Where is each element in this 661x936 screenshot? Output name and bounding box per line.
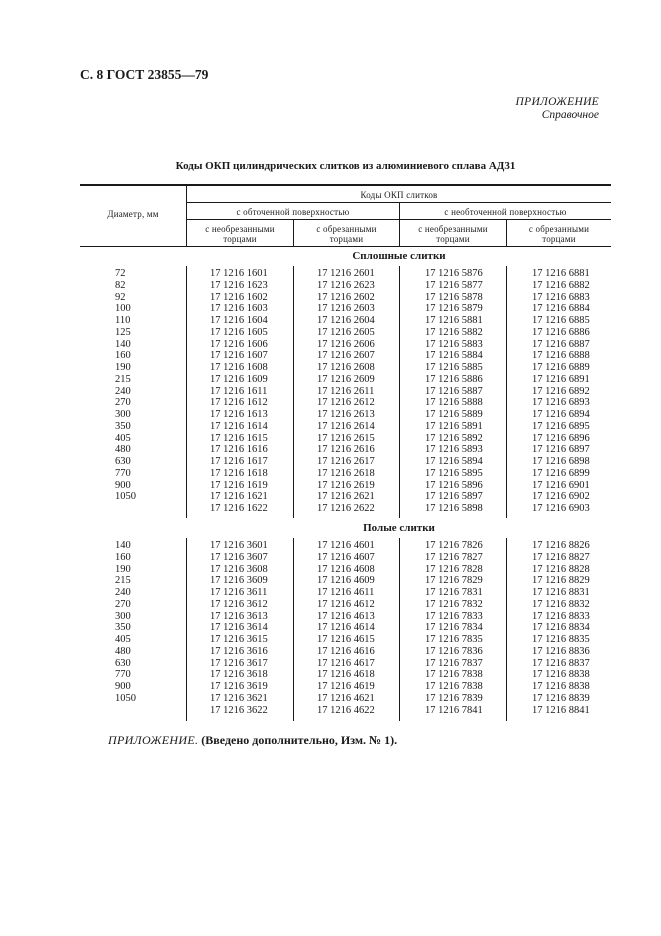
diameter-cell: 300 — [115, 409, 131, 420]
code-cell: 17 1216 5897 — [425, 491, 483, 503]
code-cell: 17 1216 1608 — [210, 362, 268, 373]
diameter-cell: 100 — [115, 303, 131, 315]
appendix-subtitle: Справочное — [541, 109, 599, 121]
code-cell: 17 1216 7826 — [425, 540, 483, 551]
code-cell: 17 1216 7835 — [425, 634, 483, 645]
code-cell: 17 1216 1605 — [210, 326, 268, 338]
code-cell: 17 1216 1607 — [210, 350, 268, 362]
code-cell: 17 1216 7838 — [425, 669, 483, 681]
sub-label-line2: торцами — [329, 234, 364, 244]
section-title-hollow: Полые слитки — [363, 522, 435, 534]
code-cell: 17 1216 8826 — [532, 540, 590, 551]
code-cell: 17 1216 2601 — [317, 268, 375, 279]
code-cell: 17 1216 8835 — [532, 634, 590, 645]
code-cell: 17 1216 2616 — [317, 444, 375, 456]
code-cell: 17 1216 3617 — [210, 657, 268, 669]
diameter-cell: 270 — [115, 397, 131, 409]
code-cell: 17 1216 5889 — [425, 409, 483, 420]
header-sub-cut-unmachined — [507, 224, 611, 244]
solid-diameter-column — [115, 268, 136, 503]
page-header: С. 8 ГОСТ 23855—79 — [80, 67, 209, 82]
code-cell: 17 1216 5878 — [425, 291, 483, 303]
diameter-cell: 350 — [115, 622, 131, 634]
code-cell: 17 1216 6883 — [532, 291, 590, 303]
code-cell: 17 1216 5898 — [425, 503, 483, 514]
code-cell: 17 1216 2615 — [317, 432, 375, 444]
code-cell: 17 1216 2609 — [317, 373, 375, 385]
diameter-cell: 900 — [115, 479, 131, 491]
code-cell: 17 1216 8834 — [532, 622, 590, 634]
code-cell: 17 1216 3612 — [210, 598, 268, 610]
code-cell: 17 1216 5892 — [425, 432, 483, 444]
code-cell: 17 1216 6885 — [532, 315, 590, 326]
code-cell: 17 1216 6902 — [532, 491, 590, 503]
code-cell: 17 1216 5881 — [425, 315, 483, 326]
header-sub-cut-machined — [294, 224, 399, 244]
header-sub-uncut-machined — [187, 224, 293, 244]
code-cell: 17 1216 5888 — [425, 397, 483, 409]
code-cell: 17 1216 5886 — [425, 373, 483, 385]
code-cell: 17 1216 7836 — [425, 645, 483, 657]
code-cell: 17 1216 4613 — [317, 610, 375, 622]
code-cell: 17 1216 1603 — [210, 303, 268, 315]
solid-code-column-2 — [317, 268, 375, 515]
code-cell: 17 1216 4621 — [317, 692, 375, 704]
diameter-cell: 110 — [115, 315, 131, 326]
code-cell: 17 1216 5876 — [425, 268, 483, 279]
code-cell: 17 1216 1622 — [210, 503, 268, 514]
code-cell: 17 1216 1604 — [210, 315, 268, 326]
code-cell: 17 1216 1618 — [210, 467, 268, 479]
code-cell: 17 1216 4611 — [317, 587, 375, 598]
code-cell: 17 1216 6896 — [532, 432, 590, 444]
code-cell: 17 1216 1613 — [210, 409, 268, 420]
code-cell: 17 1216 2602 — [317, 291, 375, 303]
diameter-cell: 215 — [115, 575, 131, 587]
code-cell: 17 1216 2612 — [317, 397, 375, 409]
code-cell: 17 1216 7837 — [425, 657, 483, 669]
header-hline-groups — [187, 219, 611, 220]
diameter-cell: 240 — [115, 587, 131, 598]
code-cell: 17 1216 1612 — [210, 397, 268, 409]
code-cell: 17 1216 1611 — [210, 385, 268, 397]
footer-note-bold: (Введено дополнительно, Изм. № 1). — [198, 733, 398, 747]
header-bottom-rule — [80, 246, 611, 247]
code-cell: 17 1216 3618 — [210, 669, 268, 681]
code-cell: 17 1216 7827 — [425, 551, 483, 563]
diameter-cell: 405 — [115, 634, 131, 645]
code-cell: 17 1216 5894 — [425, 456, 483, 467]
code-cell: 17 1216 2611 — [317, 385, 375, 397]
diameter-cell: 140 — [115, 540, 131, 551]
code-cell: 17 1216 7828 — [425, 563, 483, 575]
sub-label-line2: торцами — [223, 234, 257, 244]
code-cell: 17 1216 6889 — [532, 362, 590, 373]
code-cell: 17 1216 7829 — [425, 575, 483, 587]
code-cell: 17 1216 4609 — [317, 575, 375, 587]
sub-label-line1: с необрезанными — [205, 224, 275, 234]
code-cell: 17 1216 4619 — [317, 681, 375, 692]
code-cell: 17 1216 2613 — [317, 409, 375, 420]
code-cell: 17 1216 2608 — [317, 362, 375, 373]
code-cell: 17 1216 7832 — [425, 598, 483, 610]
code-cell: 17 1216 2622 — [317, 503, 375, 514]
diameter-cell: 190 — [115, 362, 131, 373]
code-cell: 17 1216 7841 — [425, 704, 483, 716]
diameter-cell: 270 — [115, 598, 131, 610]
header-group-machined: с обточенной поверхностью — [236, 207, 350, 217]
hollow-code-column-3 — [425, 540, 483, 716]
sub-label-line1: с обрезанными — [316, 224, 377, 234]
code-cell: 17 1216 3621 — [210, 692, 268, 704]
code-cell: 17 1216 5891 — [425, 420, 483, 432]
footer-note-italic: ПРИЛОЖЕНИЕ. — [108, 733, 199, 747]
code-cell: 17 1216 3619 — [210, 681, 268, 692]
code-cell: 17 1216 6895 — [532, 420, 590, 432]
code-cell: 17 1216 6881 — [532, 268, 590, 279]
diameter-cell: 72 — [115, 268, 126, 279]
diameter-cell: 92 — [115, 291, 126, 303]
code-cell: 17 1216 4616 — [317, 645, 375, 657]
hollow-diameter-column — [115, 540, 136, 705]
code-cell: 17 1216 6887 — [532, 338, 590, 350]
diameter-cell: 190 — [115, 563, 131, 575]
code-cell: 17 1216 6886 — [532, 326, 590, 338]
code-cell: 17 1216 6893 — [532, 397, 590, 409]
diameter-cell: 140 — [115, 338, 131, 350]
code-cell: 17 1216 6891 — [532, 373, 590, 385]
column-separator — [293, 538, 294, 721]
column-separator — [399, 266, 400, 518]
code-cell: 17 1216 7839 — [425, 692, 483, 704]
code-cell: 17 1216 4612 — [317, 598, 375, 610]
code-cell: 17 1216 8837 — [532, 657, 590, 669]
code-cell: 17 1216 8838 — [532, 669, 590, 681]
code-cell: 17 1216 8828 — [532, 563, 590, 575]
code-cell: 17 1216 4622 — [317, 704, 375, 716]
code-cell: 17 1216 8841 — [532, 704, 590, 716]
diameter-cell: 630 — [115, 456, 131, 467]
hollow-code-column-4 — [532, 540, 590, 716]
code-cell: 17 1216 1621 — [210, 491, 268, 503]
solid-code-column-4 — [532, 268, 590, 515]
code-cell: 17 1216 8836 — [532, 645, 590, 657]
sub-label-line2: торцами — [542, 234, 576, 244]
code-cell: 17 1216 4614 — [317, 622, 375, 634]
column-separator — [399, 538, 400, 721]
code-cell: 17 1216 5887 — [425, 385, 483, 397]
code-cell: 17 1216 2603 — [317, 303, 375, 315]
hollow-code-column-2 — [317, 540, 375, 716]
diameter-cell: 160 — [115, 551, 131, 563]
code-cell: 17 1216 2623 — [317, 279, 375, 291]
code-cell: 17 1216 3622 — [210, 704, 268, 716]
diameter-cell: 240 — [115, 385, 131, 397]
diameter-cell: 215 — [115, 373, 131, 385]
column-separator — [186, 538, 187, 721]
code-cell: 17 1216 5884 — [425, 350, 483, 362]
diameter-cell: 770 — [115, 669, 131, 681]
sub-label-line1: с обрезанными — [528, 224, 590, 234]
code-cell: 17 1216 3614 — [210, 622, 268, 634]
code-cell: 17 1216 8827 — [532, 551, 590, 563]
section-title-solid: Сплошные слитки — [352, 250, 446, 262]
diameter-cell: 480 — [115, 645, 131, 657]
code-cell: 17 1216 2619 — [317, 479, 375, 491]
diameter-cell: 82 — [115, 279, 126, 291]
code-cell: 17 1216 6892 — [532, 385, 590, 397]
appendix-title: ПРИЛОЖЕНИЕ — [515, 96, 599, 108]
diameter-cell: 405 — [115, 432, 131, 444]
sub-label-line1: с необрезанными — [418, 224, 488, 234]
code-cell: 17 1216 5877 — [425, 279, 483, 291]
code-cell: 17 1216 6888 — [532, 350, 590, 362]
column-separator — [186, 266, 187, 518]
diameter-cell: 770 — [115, 467, 131, 479]
code-cell: 17 1216 5893 — [425, 444, 483, 456]
code-cell: 17 1216 4618 — [317, 669, 375, 681]
code-cell: 17 1216 2617 — [317, 456, 375, 467]
hollow-code-column-1 — [210, 540, 268, 716]
code-cell: 17 1216 1601 — [210, 268, 268, 279]
code-cell: 17 1216 6901 — [532, 479, 590, 491]
column-separator — [293, 266, 294, 518]
code-cell: 17 1216 6899 — [532, 467, 590, 479]
code-cell: 17 1216 5885 — [425, 362, 483, 373]
code-cell: 17 1216 4608 — [317, 563, 375, 575]
diameter-cell: 630 — [115, 657, 131, 669]
header-codes: Коды ОКП слитков — [360, 190, 438, 200]
code-cell: 17 1216 2604 — [317, 315, 375, 326]
diameter-cell: 300 — [115, 610, 131, 622]
code-cell: 17 1216 7834 — [425, 622, 483, 634]
code-cell: 17 1216 7838 — [425, 681, 483, 692]
header-sub-uncut-unmachined — [400, 224, 506, 244]
code-cell: 17 1216 5883 — [425, 338, 483, 350]
code-cell: 17 1216 1617 — [210, 456, 268, 467]
code-cell: 17 1216 3607 — [210, 551, 268, 563]
code-cell: 17 1216 3613 — [210, 610, 268, 622]
code-cell: 17 1216 3608 — [210, 563, 268, 575]
code-cell: 17 1216 6884 — [532, 303, 590, 315]
code-cell: 17 1216 3616 — [210, 645, 268, 657]
code-cell: 17 1216 3601 — [210, 540, 268, 551]
column-separator — [506, 538, 507, 721]
diameter-cell: 125 — [115, 326, 131, 338]
code-cell: 17 1216 8833 — [532, 610, 590, 622]
code-cell: 17 1216 2605 — [317, 326, 375, 338]
code-cell: 17 1216 8829 — [532, 575, 590, 587]
code-cell: 17 1216 3611 — [210, 587, 268, 598]
diameter-cell: 1050 — [115, 692, 136, 704]
code-cell: 17 1216 6898 — [532, 456, 590, 467]
header-group-unmachined: с необточенной поверхностью — [444, 207, 567, 217]
code-cell: 17 1216 1615 — [210, 432, 268, 444]
diameter-cell: 350 — [115, 420, 131, 432]
code-cell: 17 1216 5896 — [425, 479, 483, 491]
code-cell: 17 1216 1606 — [210, 338, 268, 350]
code-cell: 17 1216 5879 — [425, 303, 483, 315]
table-top-rule — [80, 184, 611, 186]
solid-code-column-1 — [210, 268, 268, 515]
code-cell: 17 1216 3615 — [210, 634, 268, 645]
code-cell: 17 1216 3609 — [210, 575, 268, 587]
code-cell: 17 1216 8839 — [532, 692, 590, 704]
code-cell: 17 1216 2614 — [317, 420, 375, 432]
code-cell: 17 1216 2607 — [317, 350, 375, 362]
code-cell: 17 1216 4607 — [317, 551, 375, 563]
diameter-cell: 480 — [115, 444, 131, 456]
code-cell: 17 1216 5882 — [425, 326, 483, 338]
code-cell: 17 1216 8832 — [532, 598, 590, 610]
sub-label-line2: торцами — [436, 234, 470, 244]
appendix-label — [516, 96, 599, 122]
header-diameter: Диаметр, мм — [107, 209, 159, 219]
column-separator — [506, 266, 507, 518]
diameter-cell: 900 — [115, 681, 131, 692]
code-cell: 17 1216 6882 — [532, 279, 590, 291]
code-cell: 17 1216 1619 — [210, 479, 268, 491]
code-cell: 17 1216 2606 — [317, 338, 375, 350]
solid-code-column-3 — [425, 268, 483, 515]
code-cell: 17 1216 7831 — [425, 587, 483, 598]
table-title: Коды ОКП цилиндрических слитков из алюминиевого сплава АД31 — [175, 160, 516, 172]
code-cell: 17 1216 1602 — [210, 291, 268, 303]
code-cell: 17 1216 1623 — [210, 279, 268, 291]
code-cell: 17 1216 2618 — [317, 467, 375, 479]
code-cell: 17 1216 6894 — [532, 409, 590, 420]
code-cell: 17 1216 5895 — [425, 467, 483, 479]
code-cell: 17 1216 6903 — [532, 503, 590, 514]
code-cell: 17 1216 1614 — [210, 420, 268, 432]
diameter-cell: 1050 — [115, 491, 136, 503]
code-cell: 17 1216 8838 — [532, 681, 590, 692]
code-cell: 17 1216 8831 — [532, 587, 590, 598]
code-cell: 17 1216 7833 — [425, 610, 483, 622]
footer-note — [108, 733, 397, 748]
code-cell: 17 1216 2621 — [317, 491, 375, 503]
code-cell: 17 1216 4617 — [317, 657, 375, 669]
code-cell: 17 1216 1616 — [210, 444, 268, 456]
diameter-cell: 160 — [115, 350, 131, 362]
code-cell: 17 1216 4601 — [317, 540, 375, 551]
code-cell: 17 1216 6897 — [532, 444, 590, 456]
code-cell: 17 1216 4615 — [317, 634, 375, 645]
code-cell: 17 1216 1609 — [210, 373, 268, 385]
